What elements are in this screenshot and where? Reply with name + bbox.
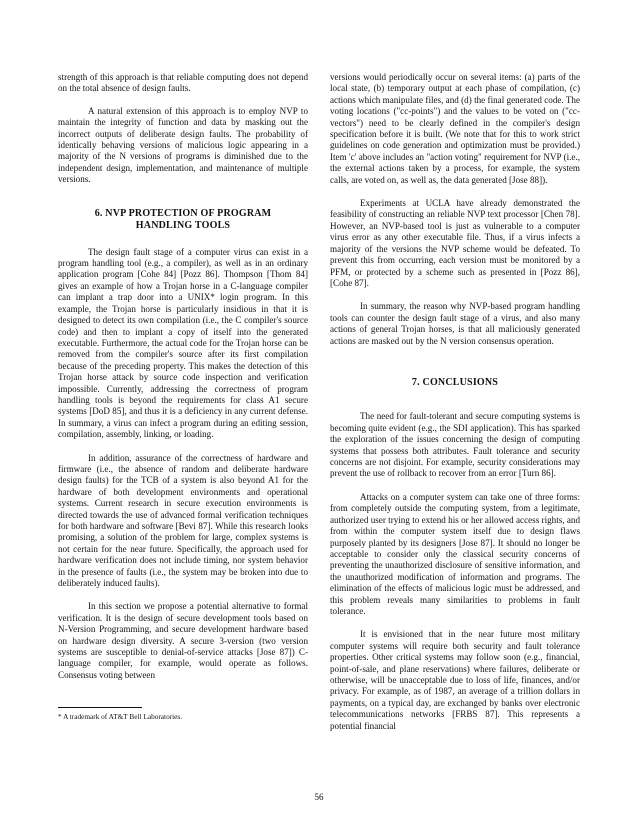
section-heading: 7. CONCLUSIONS bbox=[411, 376, 499, 388]
body-paragraph: It is envisioned that in the near future most military computer systems will require both security and fault tolerance properties. Other critical systems may follow soon (e.g., financial, point-of-sale, and plane reservations) where failures, deliberate or otherwise, will be unacceptable due to loss of life, finances, and/or privacy. For example, as of 1987, an average of a trillion dollars in payments, on a typical day, are exchanged by banks over electronic telecommunications networks [FRBS 87]. This represents a potential financial bbox=[330, 629, 580, 731]
section-heading bbox=[58, 208, 308, 233]
body-paragraph: In summary, the reason why NVP-based program handling tools can counter the design fault stage of a virus, and also many actions of general Trojan horses, is that all maliciously generated actions are masked out by the N version consensus operation. bbox=[330, 301, 580, 346]
body-paragraph: Attacks on a computer system can take one of three forms: from completely outside the computing system, from a legitimate, authorized user trying to extend his or her allowed access rights, and from within the computer system itself due to design flaws purposely planted by its designers [Jose 87]. It should no longer be acceptable to consider only the classical security concerns of preventing the unauthorized disclosure of sensitive information, and the unauthorized modification of information and programs. The elimination of the effects of malicious logic must be addressed, and this problem reveals many similarities to problems in fault tolerance. bbox=[330, 491, 580, 616]
footnote: * A trademark of AT&T Bell Laboratories. bbox=[58, 712, 183, 722]
right-column bbox=[330, 72, 580, 732]
section-heading-line: 6. NVP PROTECTION OF PROGRAM bbox=[94, 207, 272, 219]
body-paragraph: The design fault stage of a computer virus can exist in a program handling tool (e.g., a compiler), as well as in an ordinary application program [Cohe 84] [Pozz 86]. Thompson [Thom 84] gives an example of how a Trojan horse in a C-language compiler can implant a trap door into a UNIX* login program. In this example, the Trojan horse is particularly insidious in that it is designed to detect its own compilation (i.e., the C compiler's source code) and then to implant a copy of itself into the generated executable. Furthermore, the actual code for the Trojan horse can be removed from the compiler's source after its first compilation because of the preceding property. This makes the detection of this Trojan horse attack by source code inspection and verification impossible. Currently, addressing the correctness of program handling tools is beyond the requirements for class A1 secure systems [DoD 85], and thus it is a deficiency in any current defense. In summary, a virus can infect a program during an editing session, compilation, assembly, linking, or loading. bbox=[58, 246, 308, 440]
body-paragraph: A natural extension of this approach is to employ NVP to maintain the integrity of function and data by masking out the incorrect outputs of deliberate design faults. The probability of identically behaving versions of malicious logic appearing in a majority of the N versions of programs is diminished due to the independent design, implementation, and maintenance of multiple versions. bbox=[58, 105, 308, 185]
body-paragraph: Experiments at UCLA have already demonstrated the feasibility of constructing an reliable NVP text processor [Chen 78]. However, an NVP-based tool is just as vulnerable to a computer virus error as any other executable file. Thus, if a virus infects a majority of the versions the NVP scheme would be defeated. To prevent this from occurring, each version must be monitored by a PFM, or protected by a scheme such as presented in [Pozz 86], [Cohe 87]. bbox=[330, 198, 580, 288]
section-heading-line: HANDLING TOOLS bbox=[135, 220, 231, 232]
body-paragraph: versions would periodically occur on several items: (a) parts of the local state, (b) temporary output at each phase of compilation, (c) actions which manipulate files, and (d) the final generated code. The voting locations ("cc-points") and the values to be voted on ("cc-vectors") need to be clearly defined in the compiler's design specification before it is built. (We note that for this to work strict guidelines on code generation and optimization must be provided.) Item 'c' above includes an "action voting" requirement for NVP (i.e., the external actions taken by a process, for example, the system calls, are voted on, as well as, the data generated [Jose 88]). bbox=[330, 72, 580, 185]
page-number: 56 bbox=[314, 792, 324, 802]
left-column bbox=[58, 72, 308, 721]
footnote-rule bbox=[58, 707, 142, 708]
body-paragraph: In addition, assurance of the correctness of hardware and firmware (i.e., the absence of random and deliberate hardware design faults) for the TCB of a system is also beyond A1 for the hardware of both development environments and operational systems. Current research in secure execution environments is directed towards the use of advanced formal verification techniques for both hardware and software [Bevi 87]. While this research looks promising, a solution of the problem for large, complex systems is not certain for the near future. Specifically, the approach used for hardware verification does not include timing, nor system behavior in the presence of faults (i.e., the system may be broken into due to deliberately induced faults). bbox=[58, 452, 308, 589]
body-paragraph: strength of this approach is that reliable computing does not depend on the total absence of design faults. bbox=[58, 72, 308, 94]
body-paragraph: The need for fault-tolerant and secure computing systems is becoming quite evident (e.g., the SDI application). This has sparked the exploration of the issues concerning the design of computing systems that possess both attributes. Fault tolerance and security concerns are not disjoint. For example, security considerations may prevent the use of rollback to recover from an error [Turn 86]. bbox=[330, 411, 580, 479]
body-paragraph: In this section we propose a potential alternative to formal verification. It is the design of secure development tools based on N-Version Programming, and secure development hardware based on hardware design diversity. A secure 3-version (two version systems are susceptible to denial-of-service attacks [Jose 87]) C-language compiler, for example, would operate as follows. Consensus voting between bbox=[58, 601, 308, 680]
